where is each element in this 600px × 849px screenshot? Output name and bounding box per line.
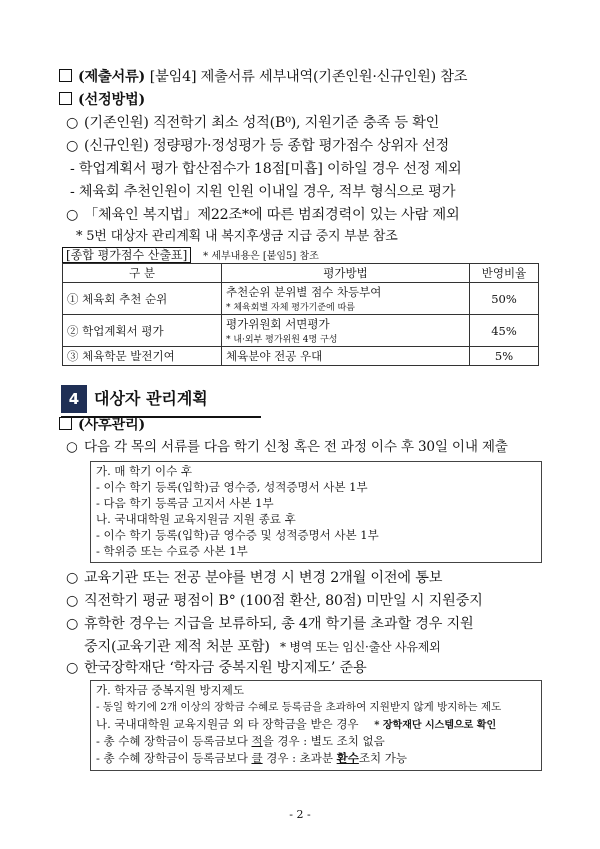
submit-docs-line (59, 67, 467, 87)
table-cell-category: ② 학업계획서 평가 (63, 315, 222, 347)
after-care-lead: ○ 다음 각 목의 서류를 다음 학기 신청 혹은 전 과정 이수 후 30일 이내 제출 (66, 439, 508, 455)
square-bullet-icon (59, 417, 72, 430)
circle-bullet-icon: ○ (66, 439, 78, 455)
selection-item-crime: ○ 「체육인 복지법」제22조*에 따른 범죄경력이 있는 사람 제외 (66, 207, 460, 223)
after-care-item: ○ 휴학한 경우는 지급을 보류하되, 총 4개 학기를 초과할 경우 지원 (66, 616, 474, 632)
after-care-item: ○ 교육기관 또는 전공 분야를 변경 시 변경 2개월 이전에 통보 (66, 570, 443, 586)
submission-docs-box (90, 461, 542, 563)
after-care-item: ○ 직전학기 평균 평점이 B° (100점 환산, 80점) 미만일 시 지원중지 (66, 593, 483, 609)
submit-label: (제출서류) (78, 69, 146, 85)
selection-item-existing: ○ (기존인원) 직전학기 최소 성적(B⁰), 지원기준 충족 등 확인 (66, 115, 440, 131)
section-number-badge: 4 (61, 385, 87, 413)
table-cell-method: 추천순위 분위별 점수 차등부여 * 체육회별 자체 평가기준에 따름 (222, 283, 470, 315)
box-line: - 이수 학기 등록(입학)금 영수증, 성적증명서 사본 1부 (96, 480, 368, 494)
table-cell-category: ① 체육회 추천 순위 (63, 283, 222, 315)
method-header (59, 90, 145, 110)
table-row (63, 315, 539, 347)
table-row (63, 347, 539, 366)
table-header-row (63, 264, 539, 283)
score-table-note: * 세부내용은 [붙임5] 참조 (203, 251, 319, 262)
box-line: - 이수 학기 등록(입학)금 영수증 및 성적증명서 사본 1부 (96, 528, 379, 542)
table-header: 평가방법 (222, 264, 470, 283)
selection-subitem-plan: - 학업계획서 평가 합산점수가 18점[미흡] 이하일 경우 선정 제외 (70, 161, 462, 177)
submit-text: [붙임4] 제출서류 세부내역(기존인원·신규인원) 참조 (149, 69, 468, 85)
table-header: 구 분 (63, 264, 222, 283)
box-line: 가. 매 학기 이수 후 (96, 464, 193, 478)
table-cell-method: 체육분야 전공 우대 (222, 347, 470, 366)
circle-bullet-icon: ○ (66, 616, 79, 632)
box-line: 나. 국내대학원 교육지원금 외 타 장학금을 받은 경우 * 장학재단 시스템으로 확인 (96, 717, 497, 731)
box-line: - 학위증 또는 수료증 사본 1부 (96, 544, 248, 558)
circle-bullet-icon: ○ (66, 138, 79, 154)
duplicate-aid-box (90, 680, 542, 771)
table-cell-method: 평가위원회 서면평가 * 내·외부 평가위원 4명 구성 (222, 315, 470, 347)
after-care-item-cont: 중지(교육기관 제적 처분 포함) * 병역 또는 임신·출산 사유제외 (84, 639, 441, 655)
box-line: - 동일 학기에 2개 이상의 장학금 수혜로 등록금을 초과하여 지원받지 않게 방지하는 제도 (96, 701, 502, 713)
box-line: - 총 수혜 장학금이 등록금보다 클 경우 : 초과분 환수조치 가능 (96, 751, 407, 765)
table-header: 반영비율 (470, 264, 539, 283)
after-care-item: ○ 한국장학재단 ‘학자금 중복지원 방지제도’ 준용 (66, 660, 367, 676)
table-cell-ratio: 50% (470, 283, 539, 315)
selection-subitem-recommend: - 체육회 추천인원이 지원 인원 이내일 경우, 적부 형식으로 평가 (70, 184, 456, 200)
circle-bullet-icon: ○ (66, 207, 79, 223)
table-cell-ratio: 45% (470, 315, 539, 347)
box-line: - 총 수혜 장학금이 등록금보다 적을 경우 : 별도 조치 없음 (96, 734, 385, 748)
score-table (62, 263, 539, 366)
square-bullet-icon (59, 69, 72, 82)
table-cell-ratio: 5% (470, 347, 539, 366)
section-title: 대상자 관리계획 (94, 389, 208, 408)
score-table-title: [종합 평가점수 산출표] (62, 247, 191, 263)
after-care-header: (사후관리) (59, 415, 145, 435)
page-number: - 2 - (289, 808, 311, 821)
box-line: 가. 학자금 중복지원 방지제도 (96, 683, 244, 697)
method-label: (선정방법) (78, 92, 146, 108)
table-row (63, 283, 539, 315)
box-line: 나. 국내대학원 교육지원금 지원 종료 후 (96, 512, 296, 526)
score-table-title-row (62, 246, 319, 263)
square-bullet-icon (59, 92, 72, 105)
circle-bullet-icon: ○ (66, 570, 79, 586)
military-note: * 병역 또는 임신·출산 사유제외 (279, 640, 441, 654)
selection-item-new: ○ (신규인원) 정량평가·정성평가 등 종합 평가점수 상위자 선정 (66, 138, 449, 154)
circle-bullet-icon: ○ (66, 593, 79, 609)
selection-note: * 5번 대상자 관리계획 내 복지후생금 지급 중지 부분 참조 (76, 229, 398, 244)
table-cell-category: ③ 체육학문 발전기여 (63, 347, 222, 366)
scholarship-system-note: * 장학재단 시스템으로 확인 (374, 720, 497, 731)
circle-bullet-icon: ○ (66, 115, 79, 131)
box-line: - 다음 학기 등록금 고지서 사본 1부 (96, 496, 274, 510)
circle-bullet-icon: ○ (66, 660, 79, 676)
